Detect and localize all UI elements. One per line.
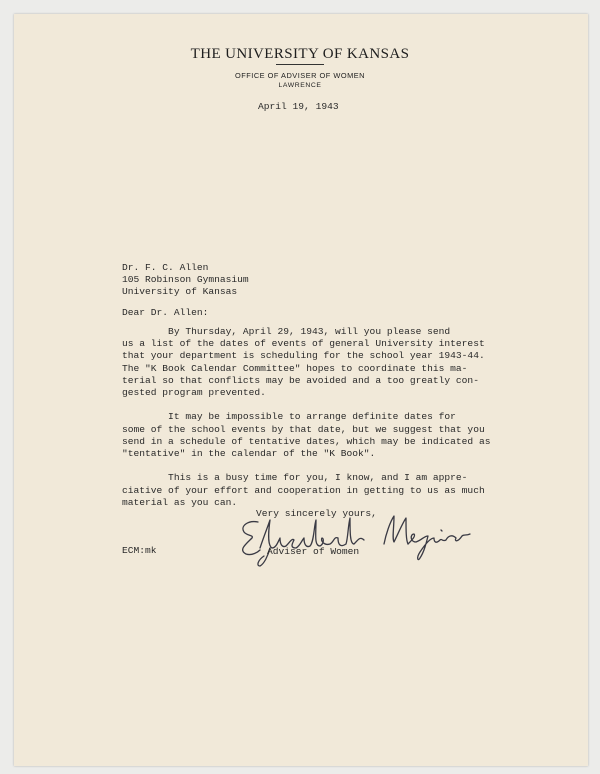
letter-date: April 19, 1943: [258, 101, 339, 112]
paragraph-1: By Thursday, April 29, 1943, will you please send us a list of the dates of events of general University interest that your department is scheduling for the school year 1943-44. The "K Book Calendar Committee" hopes to coordinate this ma- terial so that conflicts may be avoided and a too greatly con- gested program prevented.: [122, 326, 485, 399]
paragraph-2: It may be impossible to arrange definite dates for some of the school events by that date, but we suggest that you send in a schedule of tentative dates, which may be indicated as "tentative" in the calendar of the "K Book".: [122, 411, 491, 460]
letterhead-rule: [276, 64, 324, 65]
recipient-address: [122, 262, 249, 299]
reference-initials: ECM:mk: [122, 545, 157, 556]
signer-title: Adviser of Women: [267, 546, 360, 557]
letterhead-city: LAWRENCE: [278, 82, 322, 89]
letterhead-institution: THE UNIVERSITY OF KANSAS: [190, 46, 410, 62]
recipient-address-line-2: University of Kansas: [122, 286, 238, 298]
letter-body: [122, 326, 490, 509]
recipient-name: Dr. F. C. Allen: [122, 262, 209, 273]
closing: Very sincerely yours,: [256, 508, 377, 519]
letterhead-office: OFFICE OF ADVISER OF WOMEN: [234, 71, 366, 80]
handwritten-signature: [234, 508, 474, 570]
recipient-address-line-1: 105 Robinson Gymnasium: [122, 274, 249, 286]
paragraph-3: This is a busy time for you, I know, and I am appre- ciative of your effort and cooperation in getting to us as much material as you can.: [122, 472, 485, 508]
salutation: Dear Dr. Allen:: [122, 307, 209, 318]
